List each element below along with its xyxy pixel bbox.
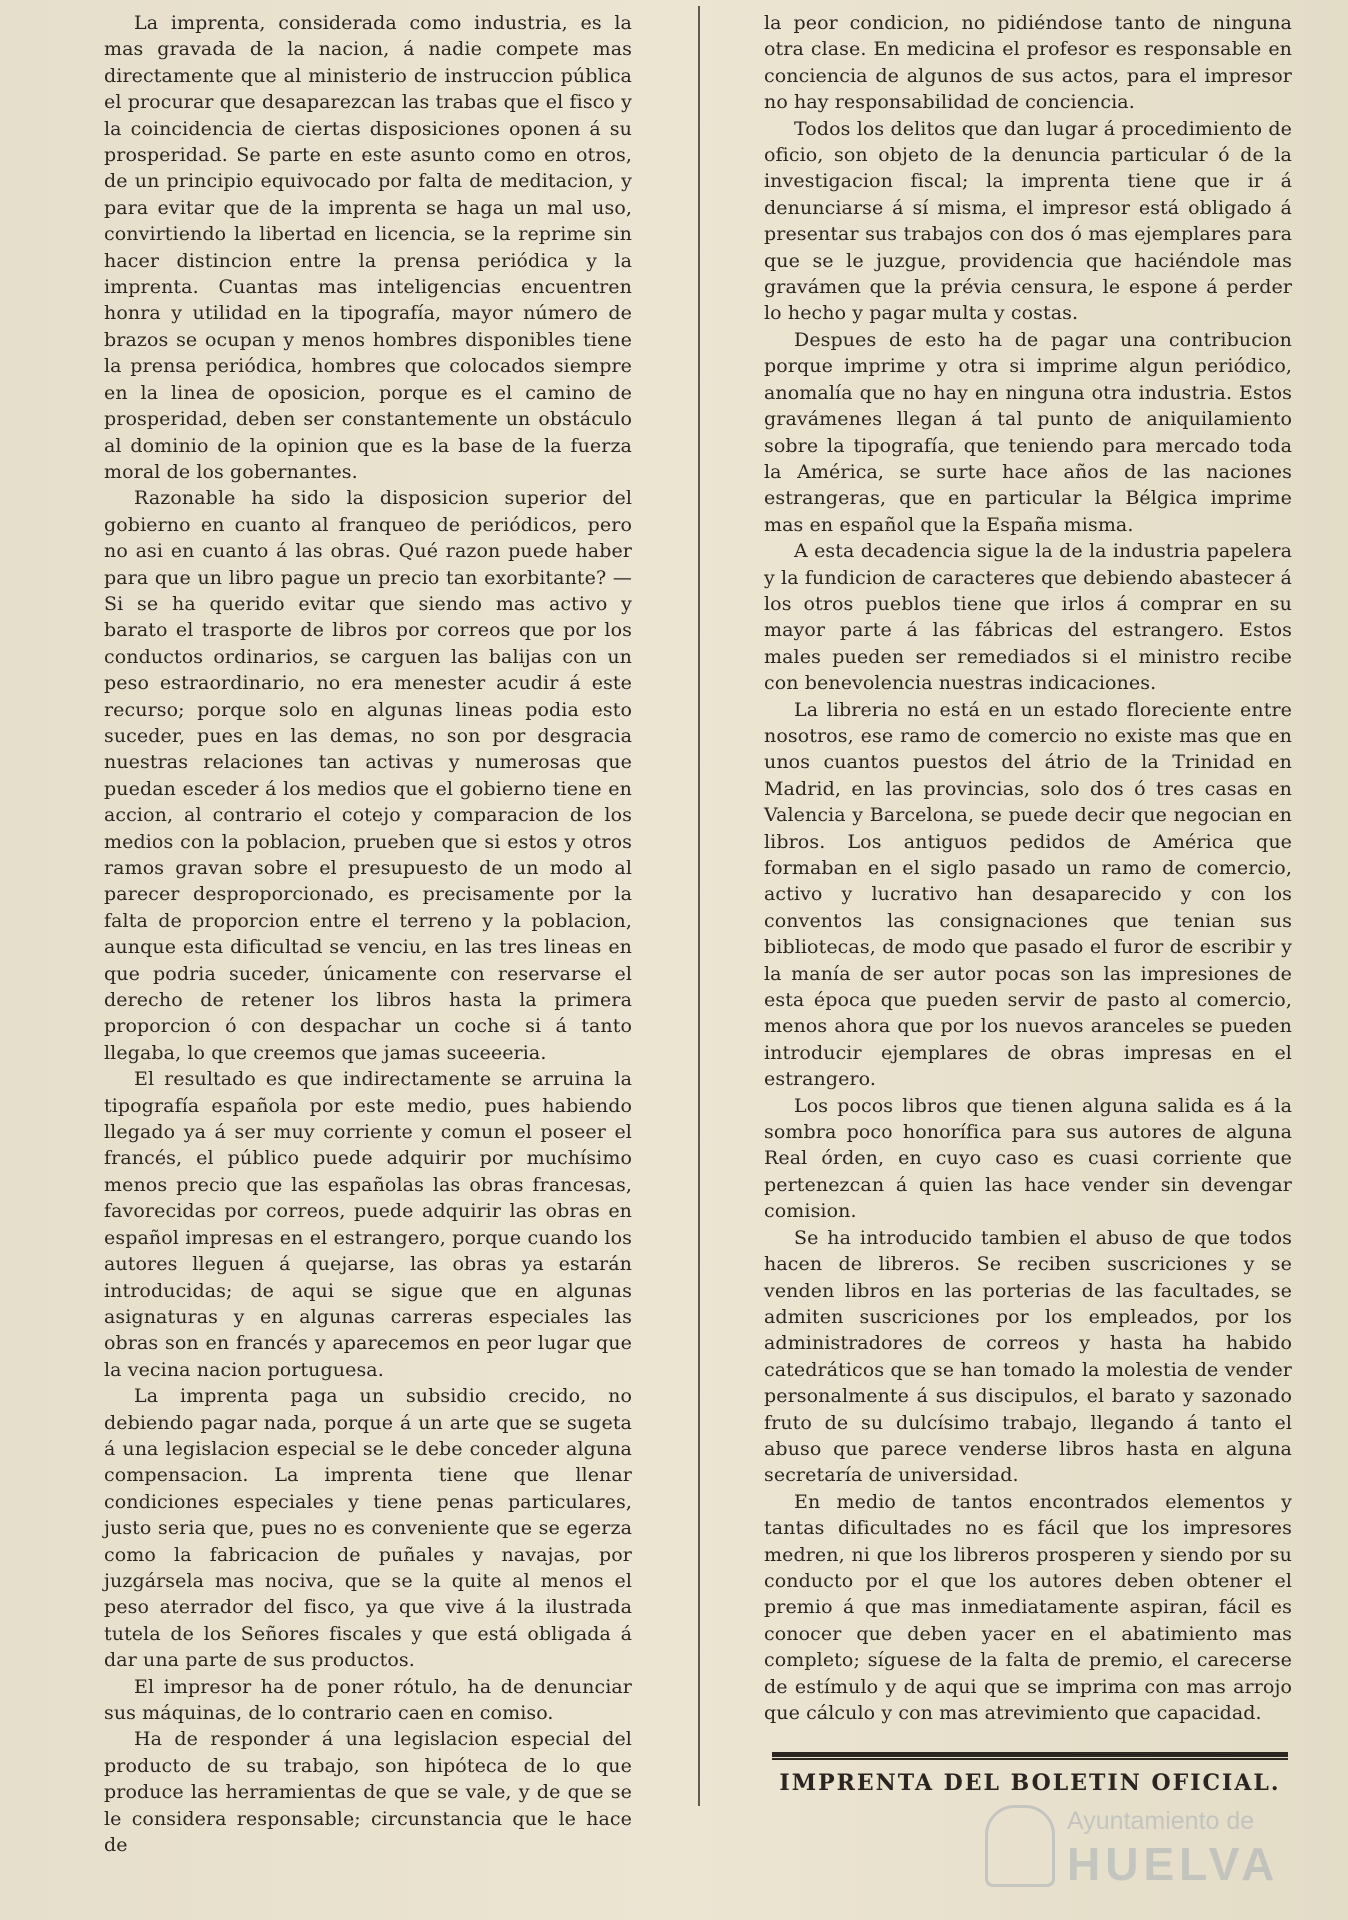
closing-rule: [772, 1752, 1288, 1760]
watermark-top: Ayuntamiento de: [1067, 1807, 1255, 1835]
paragraph: la peor condicion, no pidiéndose tanto de ninguna otra clase. En medicina el profesor es responsable en conciencia de algunos de sus actos, para el impresor no hay responsabilidad de conciencia.: [764, 12, 1292, 114]
printer-imprint: IMPRENTA DEL BOLETIN OFICIAL.: [779, 1770, 1281, 1796]
paragraph: Los pocos libros que tienen alguna salida es á la sombra poco honorífica para sus autores de alguna Real órden, en cuyo caso es cuasi corriente que pertenezcan á quien las hace vender sin devengar comision.: [764, 1094, 1292, 1223]
right-column: [764, 10, 1292, 1726]
paragraph: Se ha introducido tambien el abuso de que todos hacen de libreros. Se reciben suscriciones y se venden libros en las porterias de las facultades, se admiten suscriciones por los empleados, por los administradores de correos y hasta ha habido catedráticos que se han tomado la molestia de vender personalmente á sus discipulos, el barato y sazonado fruto de su dulcísimo trabajo, llegando á tanto el abuso que parece venderse libros hasta en alguna secretaría de universidad.: [764, 1226, 1292, 1487]
column-divider: [698, 6, 700, 1806]
city-crest-icon: [985, 1805, 1055, 1887]
paragraph: A esta decadencia sigue la de la industria papelera y la fundicion de caracteres que debiendo abastecer á los otros pueblos tiene que irlos á comprar en su mayor parte á las fábricas del estrangero. Estos males pueden ser remediados si el ministro recibe con benevolencia nuestras indicaciones.: [764, 540, 1292, 695]
paragraph: Ha de responder á una legislacion especial del producto de su trabajo, son hipóteca de lo que produce las herramientas de que se vale, y de que se le considera responsable; circunstancia que le hace de: [104, 1728, 632, 1857]
paragraph: La libreria no está en un estado floreciente entre nosotros, ese ramo de comercio no existe mas que en unos cuantos puestos del átrio de la Trinidad en Madrid, en las provincias, solo dos ó tres casas en Valencia y Barcelona, se puede decir que negocian en libros. Los antiguos pedidos de América que formaban en el siglo pasado un ramo de comercio, activo y lucrativo han desaparecido y con los conventos las consignaciones que tenian sus bibliotecas, de modo que pasado el furor de escribir y la manía de ser autor pocas son las impresiones de esta época que pueden servir de pasto al comercio, menos ahora que por los nuevos aranceles se pueden introducir ejemplares de obras impresas en el estrangero.: [764, 698, 1292, 1091]
paragraph: El resultado es que indirectamente se arruina la tipografía española por este medio, pues habiendo llegado ya á ser muy corriente y comun el poseer el francés, el público puede adquirir por muchísimo menos precio que las españolas las obras francesas, favorecidas por correos, puede adquirir las obras en español impresas en el estrangero, porque cuando los autores lleguen á quejarse, las obras ya estarán introducidas; de aqui se sigue que en algunas asignaturas y en algunas carreras especiales las obras son en francés y aparecemos en peor lugar que la vecina nacion portuguesa.: [104, 1068, 632, 1381]
left-column: [104, 10, 632, 1858]
paragraph: Despues de esto ha de pagar una contribucion porque imprime y otra si imprime algun periódico, anomalía que no hay en ninguna otra industria. Estos gravámenes llegan á tal punto de aniquilamiento sobre la tipografía, que teniendo para mercado toda la América, se surte hace años de las naciones estrangeras, que en particular la Bélgica imprime mas en español que la España misma.: [764, 328, 1292, 536]
paragraph: La imprenta, considerada como industria, es la mas gravada de la nacion, á nadie compete mas directamente que al ministerio de instruccion pública el procurar que desaparezcan las trabas que el fisco y la coincidencia de ciertas disposiciones oponen á su prosperidad. Se parte en este asunto como en otros, de un principio equivocado por falta de meditacion, y para evitar que de la imprenta se haga un mal uso, convirtiendo la libertad en licencia, se la reprime sin hacer distincion entre la prensa periódica y la imprenta. Cuantas mas inteligencias encuentren honra y utilidad en la tipografía, mayor número de brazos se ocupan y menos hombres disponibles tiene la prensa periódica, hombres que colocados siempre en la linea de oposicion, porque es el camino de prosperidad, deben ser constantemente un obstáculo al dominio de la opinion que es la base de la fuerza moral de los gobernantes.: [104, 12, 632, 483]
paragraph: En medio de tantos encontrados elementos y tantas dificultades no es fácil que los impresores medren, ni que los libreros prosperen y siendo por su conducto por el que los autores deben obtener el premio á que mas inmediatamente aspiran, fácil es conocer que deben yacer en el abatimiento mas completo; síguese de la falta de premio, el carecerse de estímulo y de aqui que se imprima con mas arrojo que cálculo y con mas atrevimiento que capacidad.: [764, 1490, 1292, 1724]
paragraph: Razonable ha sido la disposicion superior del gobierno en cuanto al franqueo de periódicos, pero no asi en cuanto á las obras. Qué razon puede haber para que un libro pague un precio tan exorbitante? —Si se ha querido evitar que siendo mas activo y barato el trasporte de libros por correos que por los conductos ordinarios, se carguen las balijas con un peso estraordinario, no era menester acudir á este recurso; porque solo en algunas lineas podia esto suceder, pues en las demas, no son por desgracia nuestras relaciones tan activas y numerosas que puedan esceder á los medios que el gobierno tiene en accion, al contrario el cotejo y comparacion de los medios con la poblacion, prueben que si estos y otros ramos gravan sobre el presupuesto de un modo al parecer desproporcionado, es precisamente por la falta de proporcion entre el terreno y la poblacion, aunque esta dificultad se venciu, en las tres lineas en que podria suceder, únicamente con reservarse el derecho de retener los libros hasta la primera proporcion ó con despachar un coche si á tanto llegaba, lo que creemos que jamas suceeeria.: [104, 487, 632, 1064]
watermark-name: HUELVA: [1067, 1838, 1280, 1890]
paragraph: Todos los delitos que dan lugar á procedimiento de oficio, son objeto de la denuncia particular ó de la investigacion fiscal; la imprenta tiene que ir á denunciarse á sí misma, el impresor está obligado á presentar sus trabajos con dos ó mas ejemplares para que se le juzgue, providencia que haciéndole mas gravámen que la prévia censura, le espone á perder lo hecho y pagar multa y costas.: [764, 117, 1292, 325]
watermark: [985, 1795, 1280, 1895]
paragraph: La imprenta paga un subsidio crecido, no debiendo pagar nada, porque á un arte que se sugeta á una legislacion especial se le debe conceder alguna compensacion. La imprenta tiene que llenar condiciones especiales y tiene penas particulares, justo seria que, pues no es conveniente que se egerza como la fabricacion de puñales y navajas, por juzgársela mas nociva, que se la quite al menos el peso aterrador del fisco, ya que vive á la ilustrada tutela de los Señores fiscales y que está obligada á dar una parte de sus productos.: [104, 1385, 632, 1672]
paragraph: El impresor ha de poner rótulo, ha de denunciar sus máquinas, de lo contrario caen en comiso.: [104, 1675, 632, 1724]
